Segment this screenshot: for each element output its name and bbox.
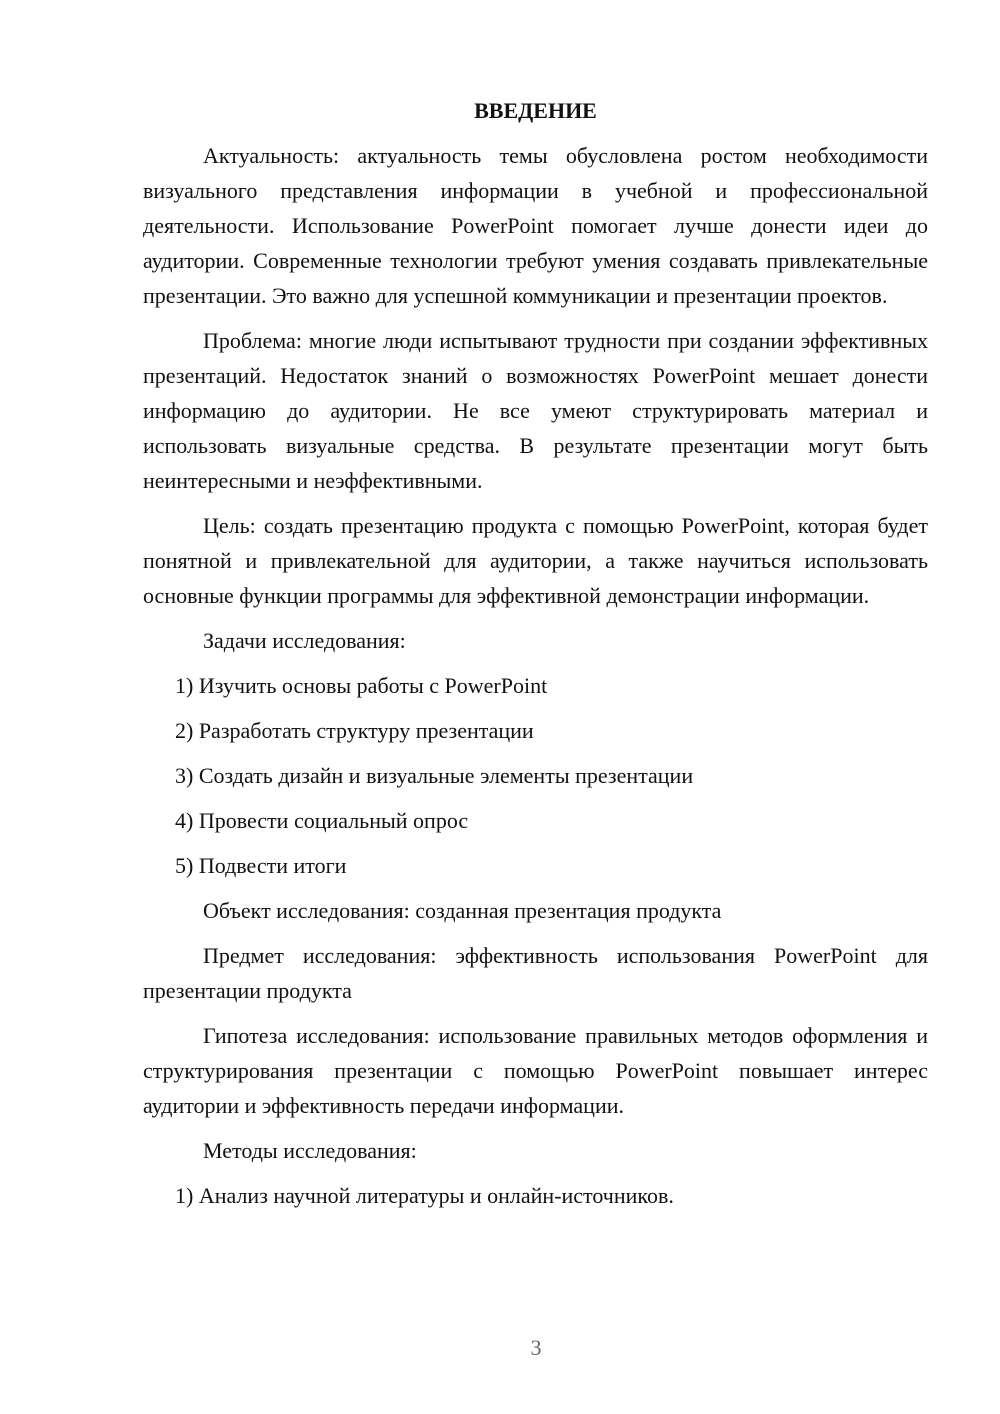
list-item: 1) Анализ научной литературы и онлайн-источников.	[175, 1183, 674, 1208]
tasks-list	[143, 668, 928, 883]
list-item: 3) Создать дизайн и визуальные элементы презентации	[175, 763, 694, 788]
list-item: 2) Разработать структуру презентации	[175, 718, 534, 743]
page-number: 3	[530, 1335, 542, 1360]
list-item: 5) Подвести итоги	[175, 853, 347, 878]
methods-label: Методы исследования:	[203, 1138, 417, 1163]
tasks-label: Задачи исследования:	[203, 628, 406, 653]
goal-paragraph: Цель: создать презентацию продукта с помощью PowerPoint, которая будет понятной и привлекательной для аудитории, а также научиться использовать основные функции программы для эффективной демонстрации информации.	[143, 513, 928, 608]
hypothesis-paragraph: Гипотеза исследования: использование правильных методов оформления и структурирования презентации с помощью PowerPoint повышает интерес аудитории и эффективность передачи информации.	[143, 1023, 928, 1118]
object-paragraph: Объект исследования: созданная презентация продукта	[203, 898, 722, 923]
problem-paragraph: Проблема: многие люди испытывают трудности при создании эффективных презентаций. Недостаток знаний о возможностях PowerPoint мешает донести информацию до аудитории. Не все умеют структурировать материал и использовать визуальные средства. В результате презентации могут быть неинтересными и неэффективными.	[143, 328, 928, 493]
relevance-paragraph: Актуальность: актуальность темы обусловлена ростом необходимости визуального представления информации в учебной и профессиональной деятельности. Использование PowerPoint помогает лучше донести идеи до аудитории. Современные технологии требуют умения создавать привлекательные презентации. Это важно для успешной коммуникации и презентации проектов.	[143, 143, 928, 308]
methods-list	[143, 1178, 928, 1213]
subject-paragraph: Предмет исследования: эффективность использования PowerPoint для презентации продукта	[143, 943, 928, 1003]
list-item: 1) Изучить основы работы с PowerPoint	[175, 673, 548, 698]
page-title: ВВЕДЕНИЕ	[474, 98, 597, 123]
page-content	[143, 96, 928, 1223]
list-item: 4) Провести социальный опрос	[175, 808, 469, 833]
